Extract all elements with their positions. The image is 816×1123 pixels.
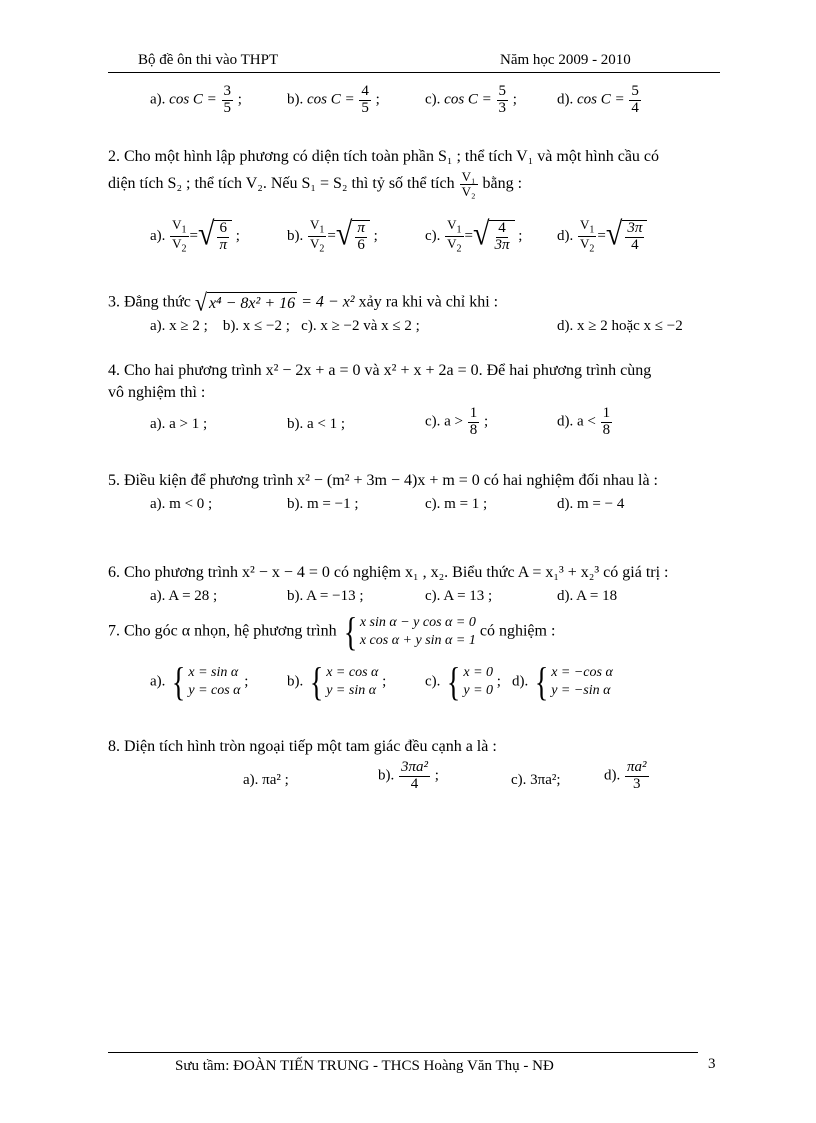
- q5-option-b: b). m = −1 ;: [287, 496, 359, 512]
- q8-option-b: b). $\frac{\text{3πa²}}{4}$ ;: [378, 759, 439, 792]
- q7-option-a: a). { x = sin α y = cos α ;: [150, 659, 249, 704]
- q6-option-b: b). A = −13 ;: [287, 588, 364, 604]
- q6-option-c: c). A = 13 ;: [425, 588, 493, 604]
- q1-option-b: b). cos C = $\frac{4}{5}$ ;: [287, 83, 380, 116]
- q5-option-d: d). m = − 4: [557, 496, 625, 512]
- q4-line1: 4. Cho hai phương trình x² − 2x + a = 0 và x² + x + 2a = 0. Để hai phương trình cùng: [108, 362, 652, 379]
- q6-option-d: d). A = 18: [557, 588, 618, 604]
- header-rule: [108, 72, 720, 73]
- header-left: Bộ đề ôn thi vào THPT: [138, 52, 279, 68]
- q5-option-c: c). m = 1 ;: [425, 496, 488, 512]
- q5-line1: 5. Điều kiện để phương trình x² − (m² + 3m − 4)x + m = 0 có hai nghiệm đối nhau là :: [108, 472, 658, 489]
- q2-option-b: b). $\frac{V_1}{V_2}$ = √ $\frac{\pi}{6}$ ;: [287, 215, 378, 255]
- q5-option-a: a). m < 0 ;: [150, 496, 213, 512]
- q2-line2: diện tích S₂ ; thể tích V₂. Nếu S₁ = S₂ thì tỷ số thể tích $\frac{\text{V₁}}{\text{V₂}}$ bằng :: [108, 169, 523, 199]
- q2-option-c: c). $\frac{V_1}{V_2}$ = √ $\frac{4}{3\pi}$ ;: [425, 215, 523, 255]
- header-right: Năm học 2009 - 2010: [500, 52, 631, 68]
- q7-option-d: d). { x = −cos α y = −sin α: [512, 659, 613, 704]
- q4-option-d: d). a < $\frac{1}{8}$: [557, 405, 611, 438]
- q6-line1: 6. Cho phương trình x² − x − 4 = 0 có nghiệm x₁ , x₂. Biểu thức A = x₁³ + x₂³ có giá trị :: [108, 564, 669, 581]
- q8-line1: 8. Diện tích hình tròn ngoại tiếp một tam giác đều cạnh a là :: [108, 738, 497, 755]
- q8-option-c: c). 3πa²;: [511, 772, 561, 788]
- q8-option-d: d). $\frac{\text{πa²}}{3}$: [604, 759, 647, 792]
- q4-option-a: a). a > 1 ;: [150, 416, 208, 432]
- q2-line1: 2. Cho một hình lập phương có diện tích toàn phần S₁ ; thể tích V₁ và một hình cầu có: [108, 148, 660, 165]
- q7-option-b: b). { x = cos α y = sin α ;: [287, 659, 387, 704]
- footer-text: Sưu tầm: ĐOÀN TIẾN TRUNG - THCS Hoàng Văn Thụ - NĐ: [175, 1058, 554, 1074]
- q4-option-c: c). a > $\frac{1}{8}$ ;: [425, 405, 489, 438]
- q1-option-c: c). cos C = $\frac{5}{3}$ ;: [425, 83, 517, 116]
- q7-line1: 7. Cho góc α nhọn, hệ phương trình { x sin α − y cos α = 0 x cos α + y sin α = 1 có nghiệm :: [108, 609, 556, 654]
- q2-option-d: d). $\frac{V_1}{V_2}$ = √ $\frac{3\pi}{4}$: [557, 218, 647, 255]
- page-number: 3: [708, 1056, 716, 1072]
- q8-option-a: a). πa² ;: [243, 772, 289, 788]
- q1-option-d: d). cos C = $\frac{5}{4}$: [557, 83, 639, 116]
- q4-line2: vô nghiệm thì :: [108, 384, 206, 401]
- q3-line1: 3. Đẳng thức √ x⁴ − 8x² + 16 = 4 − x² xảy ra khi và chỉ khi :: [108, 288, 499, 317]
- q7-option-c: c). { x = 0 y = 0 ;: [425, 659, 501, 704]
- q6-option-a: a). A = 28 ;: [150, 588, 218, 604]
- q4-option-b: b). a < 1 ;: [287, 416, 346, 432]
- q1-option-a: a). cos C = $\frac{3}{5}$ ;: [150, 83, 242, 116]
- q3-option-d: d). x ≥ 2 hoặc x ≤ −2: [557, 318, 683, 334]
- footer-rule: [108, 1052, 698, 1053]
- q2-option-a: a). $\frac{V_1}{V_2}$ = √ $\frac{6}{\pi}$ ;: [150, 215, 240, 255]
- q3-option-abc: a). x ≥ 2 ; b). x ≤ −2 ; c). x ≥ −2 và x ≤ 2 ;: [150, 318, 420, 334]
